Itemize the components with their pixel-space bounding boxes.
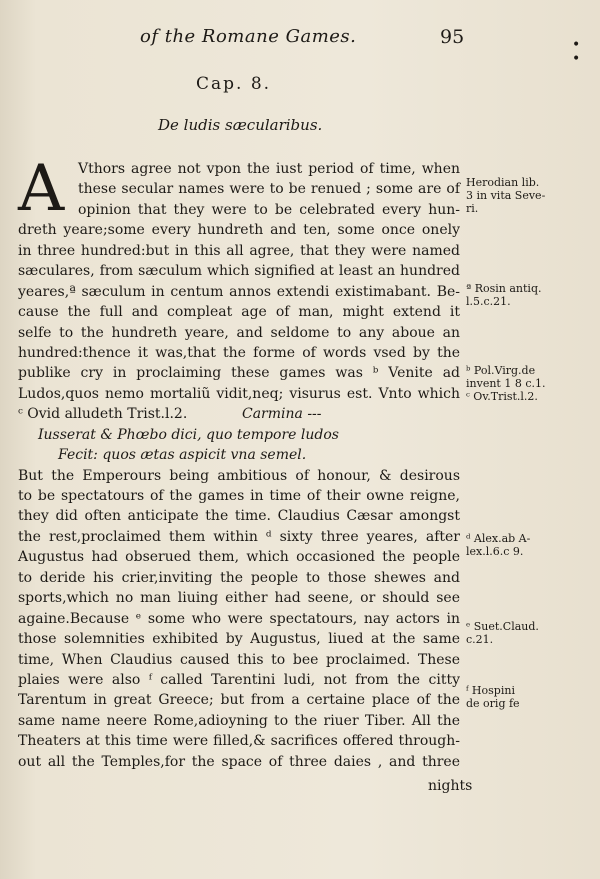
corner-mark: • • (572, 37, 581, 67)
margin-note (466, 620, 586, 646)
catchword: nights (428, 778, 473, 794)
text-line: plaies were also ᶠ called Tarentini ludi, not from the citty (18, 671, 460, 688)
margin-note-line: l.5.c.21. (466, 295, 511, 308)
margin-note-line: ᵉ Suet.Claud. (466, 620, 539, 633)
running-title: of the Romane Games. (140, 26, 357, 47)
text-line: dreth yeare;some every hundreth and ten, some once onely (18, 222, 460, 239)
text-line: ᶜ Ovid alludeth Trist.l.2. (18, 406, 188, 423)
chapter-subtitle: De ludis sæcularibus. (158, 116, 323, 134)
margin-note-line: ᶜ Ov.Trist.l.2. (466, 390, 538, 403)
text-line: time, When Claudius caused this to bee proclaimed. These (18, 651, 460, 668)
text-line: yeares,ª sæculum in centum annos extendi existimabant. Be- (18, 283, 460, 300)
margin-note (466, 684, 586, 710)
margin-note (466, 364, 586, 403)
verse-line: Carmina --- (242, 406, 322, 423)
text-line: in three hundred:but in this all agree, that they were named (18, 242, 460, 259)
margin-note (466, 176, 586, 215)
text-line: out all the Temples,for the space of three daies , and three (18, 753, 460, 770)
text-line: But the Emperours being ambitious of honour, & desirous (18, 467, 460, 484)
drop-cap: A (18, 152, 65, 226)
verse-line: Fecit: quos ætas aspicit vna semel. (58, 447, 307, 464)
text-line: hundred:thence it was,that the forme of words vsed by the (18, 344, 460, 361)
text-line: againe.Because ᵉ some who were spectatours, nay actors in (18, 610, 460, 627)
text-line: Vthors agree not vpon the iust period of time, when (78, 161, 460, 177)
text-line: sports,which no man liuing either had seene, or should see (18, 590, 460, 607)
text-line: Augustus had obserued them, which occasioned the people (18, 549, 460, 566)
text-line: those solemnities exhibited by Augustus, liued at the same (18, 631, 460, 648)
text-line: sæculares, from sæculum which signified at least an hundred (18, 263, 460, 280)
text-line: publike cry in proclaiming these games was ᵇ Venite ad (18, 365, 460, 382)
page-number: 95 (440, 26, 465, 48)
margin-note-line: c.21. (466, 633, 494, 646)
text-line: Theaters at this time were filled,& sacrifices offered through- (18, 733, 460, 750)
margin-note-line: lex.l.6.c 9. (466, 545, 524, 558)
body-text (18, 152, 460, 772)
text-line: to deride his crier,inviting the people to those shewes and (18, 569, 460, 586)
text-line: Tarentum in great Greece; but from a certaine place of the (18, 692, 460, 709)
margin-note-line: invent 1 8 c.1. (466, 377, 546, 390)
chapter-title: Cap. 8. (196, 74, 272, 94)
text-line: to be spectatours of the games in time of their owne reigne, (18, 488, 460, 504)
margin-note-line: ri. (466, 202, 479, 215)
text-line: opinion that they were to be celebrated every hun- (78, 201, 460, 218)
text-line: cause the full and compleat age of man, might extend it (18, 304, 460, 321)
margin-note (466, 282, 586, 308)
text-line: same name neere Rome,adioyning to the riuer Tiber. All the (18, 712, 460, 729)
margin-note-line: ᶠ Hospini (466, 684, 515, 697)
margin-note-line: 3 in vita Seve- (466, 189, 546, 202)
margin-note-line: ᵇ Pol.Virg.de (466, 364, 536, 377)
verse-line: Iusserat & Phœbo dici, quo tempore ludos (38, 426, 339, 443)
margin-note (466, 532, 586, 558)
margin-note-line: ᵈ Alex.ab A- (466, 532, 531, 545)
margin-note-line: Herodian lib. (466, 176, 540, 189)
margin-note-line: de orig fe (466, 697, 520, 710)
text-line: the rest,proclaimed them within ᵈ sixty three yeares, after (18, 528, 460, 545)
text-line: selfe to the hundreth yeare, and seldome to any aboue an (18, 324, 460, 341)
margin-note-line: ª Rosin antiq. (466, 282, 542, 295)
text-line: they did often anticipate the time. Claudius Cæsar amongst (18, 508, 460, 525)
text-line: these secular names were to be renued ; some are of (78, 181, 460, 198)
text-line: Ludos,quos nemo mortaliũ vidit,neq; visurus est. Vnto which (18, 385, 460, 402)
